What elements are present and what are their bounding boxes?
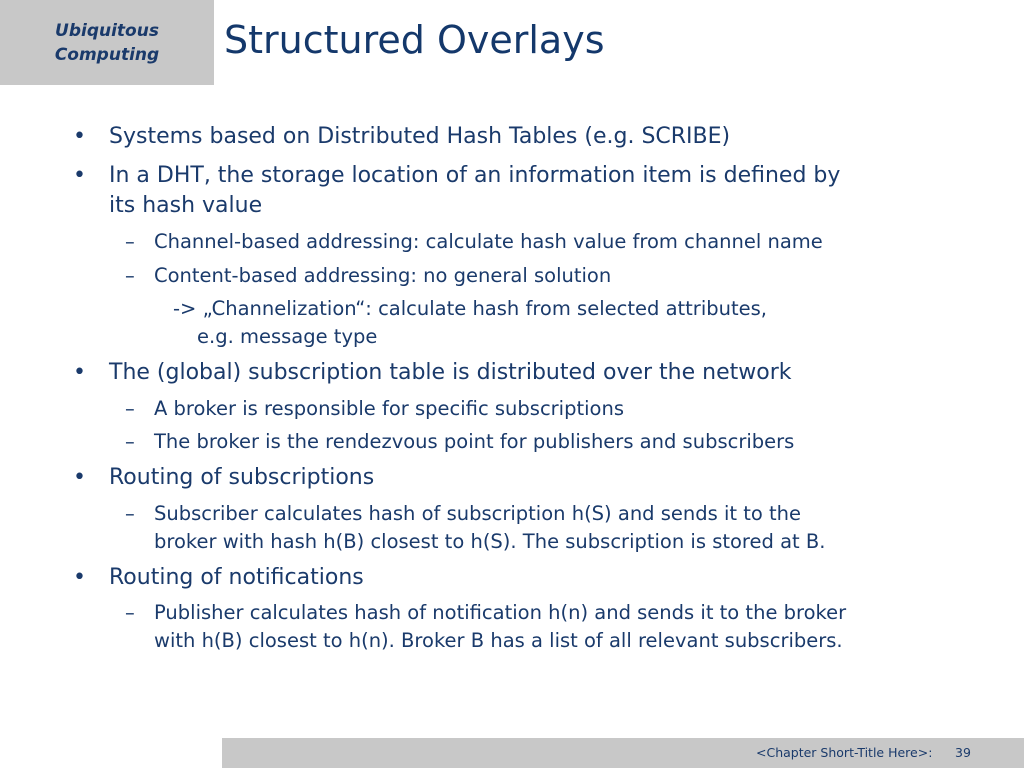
bullet-marker: •: [73, 124, 86, 149]
bullet-2-note-line2: e.g. message type: [197, 325, 378, 348]
bullet-marker: •: [73, 360, 86, 385]
bullet-2-sub-1: Channel-based addressing: calculate hash value from channel name: [154, 230, 823, 253]
bullet-3-sub-1: A broker is responsible for specific subscriptions: [154, 397, 624, 420]
page-number: 39: [955, 745, 971, 760]
bullet-2-sub-2: Content-based addressing: no general solution: [154, 264, 612, 287]
dash-marker: –: [125, 502, 135, 525]
slide-footer: [222, 738, 1024, 768]
bullet-5: Routing of notifications: [109, 565, 364, 590]
bullet-marker: •: [73, 465, 86, 490]
chapter-title: <Chapter Short-Title Here>:: [756, 745, 933, 760]
slide-title: Structured Overlays: [224, 18, 605, 62]
bullet-5-sub-1-line2: with h(B) closest to h(n). Broker B has a list of all relevant subscribers.: [154, 629, 843, 652]
dash-marker: –: [125, 397, 135, 420]
bullet-2-note-line1: -> „Channelization“: calculate hash from selected attributes,: [173, 297, 767, 320]
bullet-3: The (global) subscription table is distributed over the network: [109, 360, 792, 385]
dash-marker: –: [125, 230, 135, 253]
dash-marker: –: [125, 601, 135, 624]
course-badge: [0, 0, 214, 85]
bullet-5-sub-1-line1: Publisher calculates hash of notification h(n) and sends it to the broker: [154, 601, 847, 624]
bullet-3-sub-2: The broker is the rendezvous point for publishers and subscribers: [154, 430, 795, 453]
bullet-marker: •: [73, 565, 86, 590]
bullet-4: Routing of subscriptions: [109, 465, 375, 490]
course-name-line2: Computing: [54, 45, 160, 65]
bullet-marker: •: [73, 163, 86, 188]
bullet-2-line1: In a DHT, the storage location of an information item is defined by: [109, 163, 841, 188]
dash-marker: –: [125, 264, 135, 287]
bullet-1: Systems based on Distributed Hash Tables (e.g. SCRIBE): [109, 124, 731, 149]
bullet-4-sub-1-line2: broker with hash h(B) closest to h(S). The subscription is stored at B.: [154, 530, 826, 553]
bullet-2-line2: its hash value: [109, 193, 263, 218]
dash-marker: –: [125, 430, 135, 453]
bullet-4-sub-1-line1: Subscriber calculates hash of subscription h(S) and sends it to the: [154, 502, 802, 525]
course-name-line1: Ubiquitous: [55, 21, 159, 41]
